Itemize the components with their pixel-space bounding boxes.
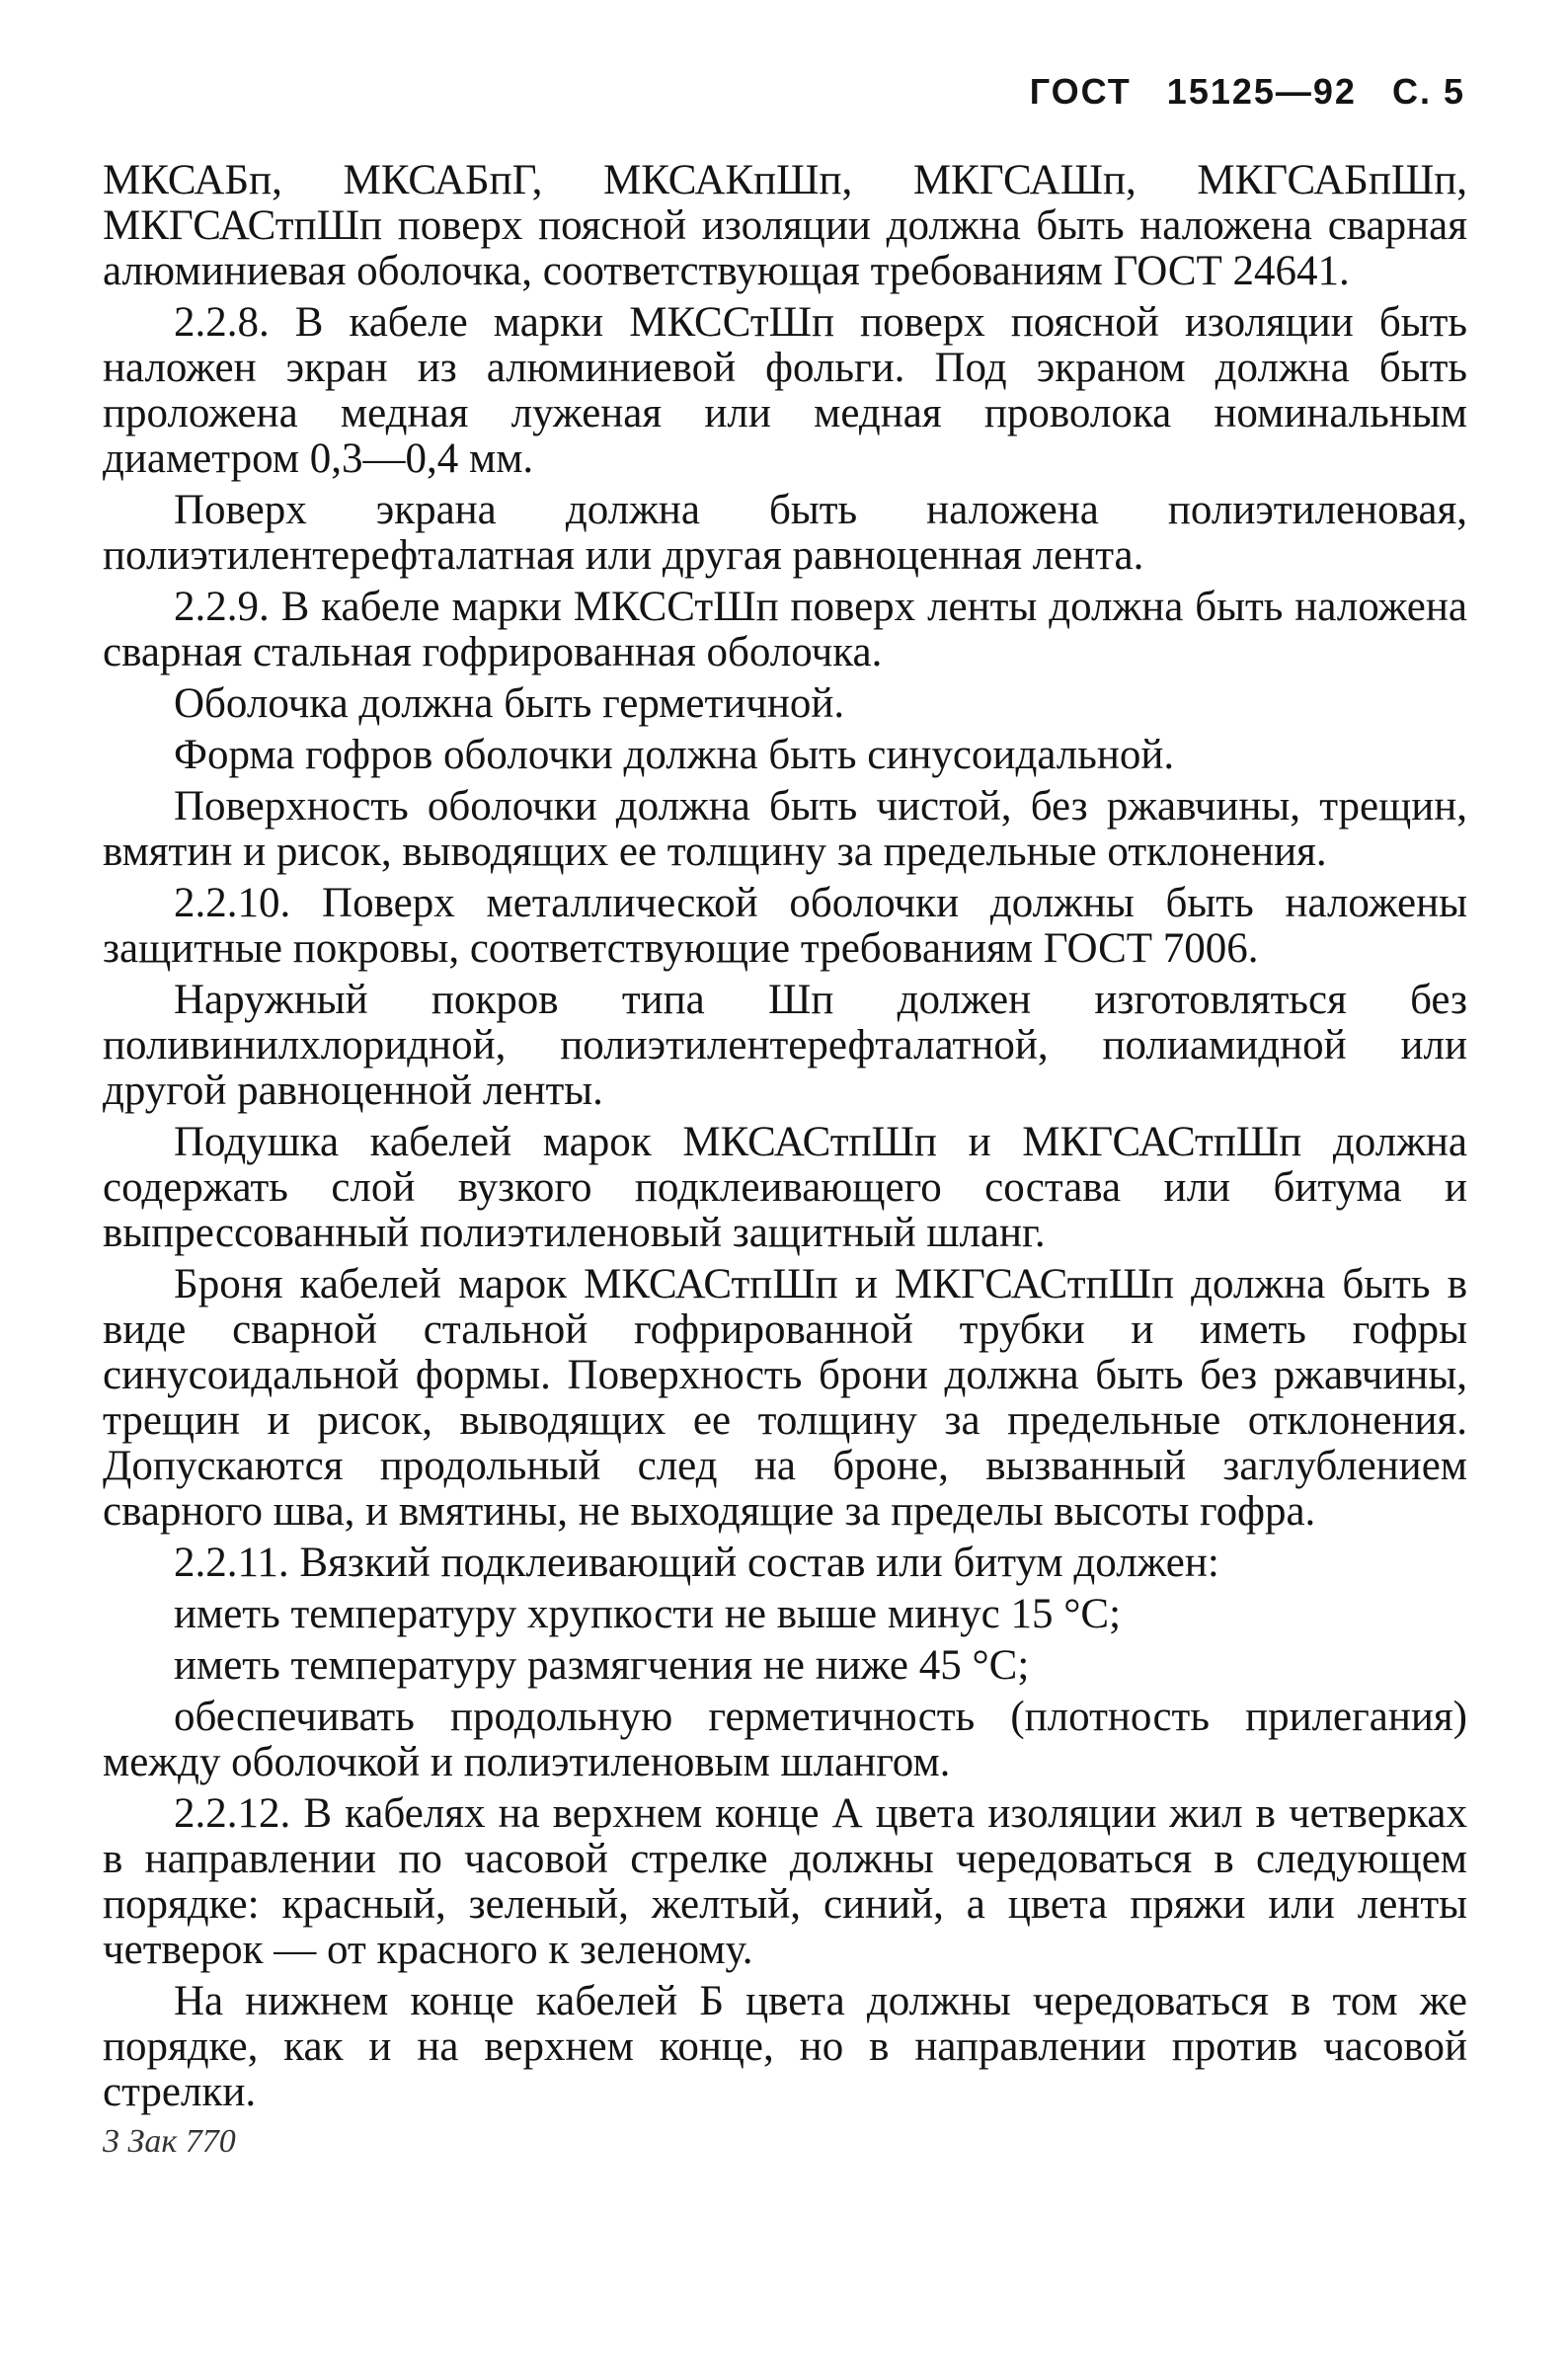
- paragraph: На нижнем конце кабелей Б цвета должны чередоваться в том же порядке, как и на верхнем конце, но в направлении против часовой стрелки.: [103, 1978, 1467, 2115]
- paragraph: 2.2.8. В кабеле марки МКССтШп поверх поясной изоляции быть наложен экран из алюминиевой фольги. Под экраном должна быть проложена медная луженая или медная проволока номинальным диаметром 0,3—0,4 мм.: [103, 299, 1467, 482]
- paragraph: иметь температуру размягчения не ниже 45 °С;: [174, 1642, 1030, 1689]
- paragraph: обеспечивать продольную герметичность (плотность прилегания) между оболочкой и полиэтиленовым шлангом.: [103, 1694, 1467, 1785]
- paragraph: иметь температуру хрупкости не выше минус 15 °С;: [174, 1591, 1122, 1637]
- paragraph: 2.2.9. В кабеле марки МКССтШп поверх ленты должна быть наложена сварная стальная гофрированная оболочка.: [103, 584, 1467, 675]
- paragraph: Поверх экрана должна быть наложена полиэтиленовая, полиэтилентерефталатная или другая равноценная лента.: [103, 487, 1467, 579]
- body-text: [103, 158, 1467, 2121]
- page-header: [1030, 71, 1465, 113]
- standard-number: 15125—92: [1166, 71, 1357, 112]
- paragraph: Форма гофров оболочки должна быть синусоидальной.: [174, 732, 1175, 778]
- standard-label: ГОСТ: [1029, 71, 1132, 112]
- paragraph: Наружный покров типа Шп должен изготовляться без поливинилхлоридной, полиэтилентерефталатной, полиамидной или другой равноценной ленты.: [103, 977, 1467, 1114]
- page-footer: 3 Зак 770: [103, 2123, 236, 2160]
- paragraph: МКСАБп, МКСАБпГ, МКСАКпШп, МКГСАШп, МКГСАБпШп, МКГСАСтпШп поверх поясной изоляции должна быть наложена сварная алюминиевая оболочка, соответствующая требованиям ГОСТ 24641.: [103, 157, 1467, 294]
- paragraph: 2.2.10. Поверх металлической оболочки должны быть наложены защитные покровы, соответствующие требованиям ГОСТ 7006.: [103, 880, 1467, 972]
- page-number: С. 5: [1391, 71, 1465, 112]
- paragraph: Поверхность оболочки должна быть чистой, без ржавчины, трещин, вмятин и рисок, выводящих ее толщину за предельные отклонения.: [103, 783, 1467, 875]
- paragraph: Оболочка должна быть герметичной.: [174, 680, 845, 727]
- paragraph: 2.2.12. В кабелях на верхнем конце А цвета изоляции жил в четверках в направлении по часовой стрелке должны чередоваться в следующем порядке: красный, зеленый, желтый, синий, а цвета пряжи или ленты четверок — от красного к зеленому.: [103, 1790, 1467, 1973]
- paragraph: 2.2.11. Вязкий подклеивающий состав или битум должен:: [174, 1540, 1219, 1586]
- paragraph: Броня кабелей марок МКСАСтпШп и МКГСАСтпШп должна быть в виде сварной стальной гофрированной трубки и иметь гофры синусоидальной формы. Поверхность брони должна быть без ржавчины, трещин и рисок, выводящих ее толщину за предельные отклонения. Допускаются продольный след на броне, вызванный заглублением сварного шва, и вмятины, не выходящие за пределы высоты гофра.: [103, 1261, 1467, 1535]
- paragraph: Подушка кабелей марок МКСАСтпШп и МКГСАСтпШп должна содержать слой вузкого подклеивающего состава или битума и выпрессованный полиэтиленовый защитный шланг.: [103, 1119, 1467, 1256]
